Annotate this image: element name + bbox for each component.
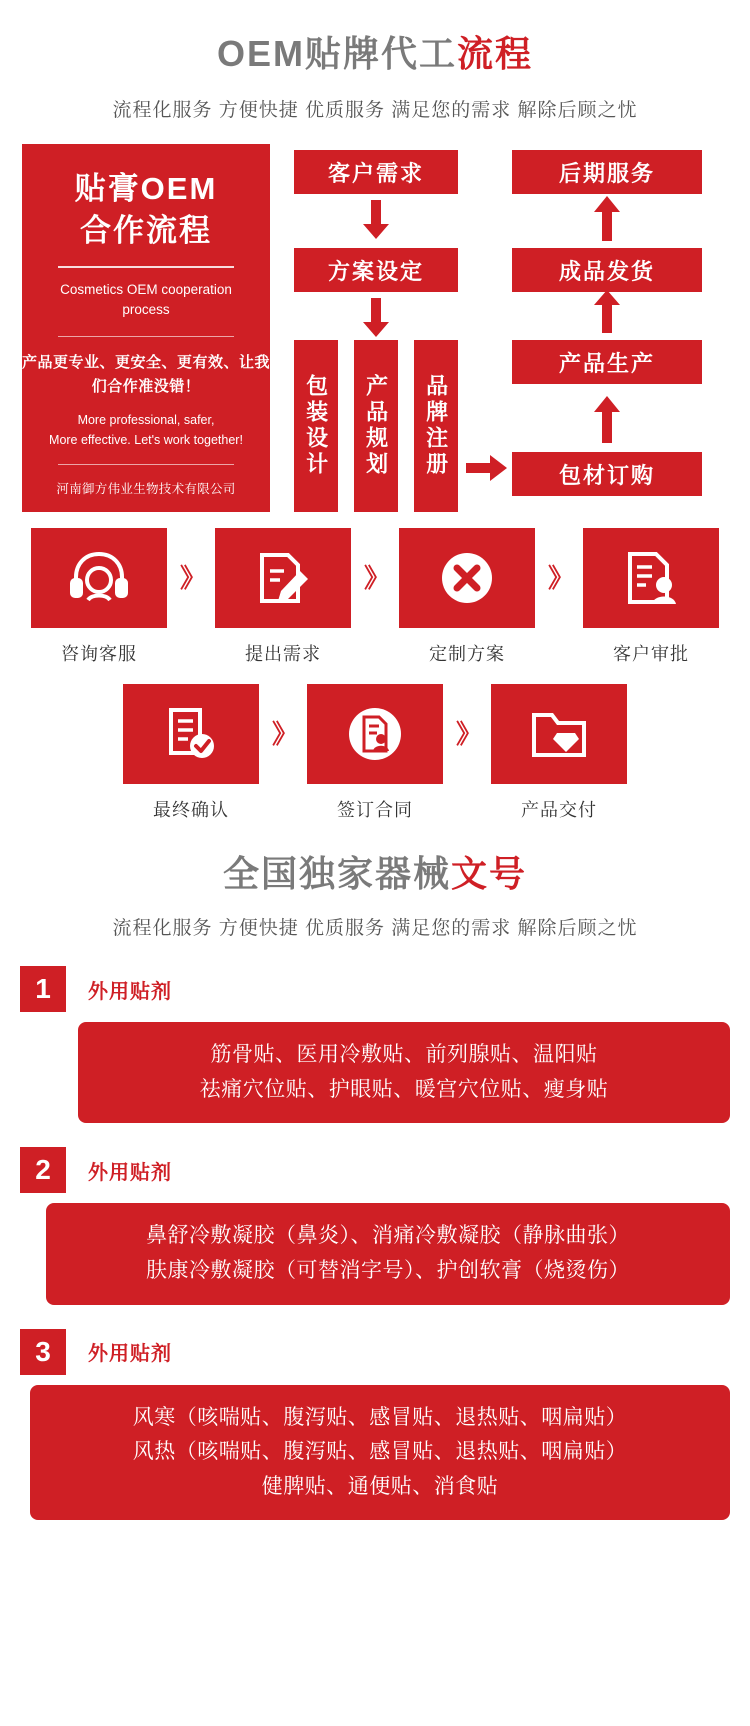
flow-box-brand-registration: 品牌注册: [414, 340, 458, 512]
list-item: [20, 966, 730, 1123]
item-line: 鼻舒冷敷凝胶（鼻炎）、消痛冷敷凝胶（静脉曲张）: [146, 1224, 630, 1248]
step-label: 产品交付: [521, 800, 597, 820]
section1-title: [0, 0, 750, 77]
chevron-right-double-icon: 》: [179, 563, 202, 593]
flow-box-material-order: 包材订购: [512, 452, 702, 496]
chevron-right-double-icon: 》: [547, 563, 570, 593]
flow-box-product-production: 产品生产: [512, 340, 702, 384]
close-circle-icon: [399, 528, 535, 628]
document-check-icon: [123, 684, 259, 784]
step-label: 最终确认: [153, 800, 229, 820]
section2-subtitle: 流程化服务 方便快捷 优质服务 满足您的需求 解除后顾之忧: [112, 918, 638, 939]
item-number-badge: 2: [20, 1147, 66, 1193]
document-user-icon: [583, 528, 719, 628]
icon-steps-row-2: [0, 684, 750, 822]
flow-box-product-planning: 产品规划: [354, 340, 398, 512]
flow-box-finished-shipment: 成品发货: [512, 248, 702, 292]
item-category: 外用贴剂: [88, 980, 172, 1003]
step-label: 咨询客服: [61, 644, 137, 664]
step-customer-approval: [571, 528, 731, 666]
item-category: 外用贴剂: [88, 1161, 172, 1184]
step-consult: [19, 528, 179, 666]
item-content: [30, 1385, 730, 1521]
step-delivery: [479, 684, 639, 822]
item-line: 筋骨贴、医用冷敷贴、前列腺贴、温阳贴: [210, 1043, 598, 1066]
step-custom-plan: [387, 528, 547, 666]
item-content: [46, 1203, 730, 1304]
section2-title-plain: 全国独家器械: [222, 853, 451, 894]
edit-document-icon: [215, 528, 351, 628]
arrow-down-icon: [362, 200, 390, 240]
step-label: 客户审批: [613, 644, 689, 664]
left-card-english2: More professional, safer,: [77, 413, 215, 428]
flow-box-plan-setting: 方案设定: [294, 248, 458, 292]
section1-subtitle: 流程化服务 方便快捷 优质服务 满足您的需求 解除后顾之忧: [112, 100, 638, 121]
divider: [58, 266, 234, 268]
flow-box-customer-demand: 客户需求: [294, 150, 458, 194]
section2-title-highlight: 文号: [451, 853, 528, 894]
item-number-badge: 1: [20, 966, 66, 1012]
step-sign-contract: [295, 684, 455, 822]
step-final-confirm: [111, 684, 271, 822]
process-icon-steps: [0, 528, 750, 822]
step-label: 定制方案: [429, 644, 505, 664]
item-line: 健脾贴、通便贴、消食贴: [261, 1474, 499, 1498]
divider: [58, 336, 234, 337]
section1-title-highlight: 流程: [457, 33, 534, 74]
left-card-points: 产品更专业、更安全、更有效、让我们合作准没错！: [22, 354, 271, 396]
item-number-badge: 3: [20, 1329, 66, 1375]
arrow-down-icon: [362, 298, 390, 338]
item-line: 肤康冷敷凝胶（可替消字号）、护创软膏（烧烫伤）: [146, 1258, 630, 1282]
left-card-english1: Cosmetics OEM cooperation process: [60, 281, 232, 317]
flow-box-after-service: 后期服务: [512, 150, 702, 194]
flow-diagram: [22, 144, 728, 514]
flow-box-package-design: 包装设计: [294, 340, 338, 512]
item-line: 风热（咳喘贴、腹泻贴、感冒贴、退热贴、咽扁贴）: [132, 1440, 628, 1464]
arrow-up-icon: [593, 196, 621, 242]
step-request: [203, 528, 363, 666]
chevron-right-double-icon: 》: [363, 563, 386, 593]
section2-title: [0, 822, 750, 897]
flow-left-card: [22, 144, 270, 512]
left-card-line1: 贴膏OEM: [74, 171, 218, 206]
item-content: [78, 1022, 730, 1123]
item-line: 风寒（咳喘贴、腹泻贴、感冒贴、退热贴、咽扁贴）: [132, 1405, 628, 1429]
chevron-right-double-icon: 》: [271, 719, 294, 749]
item-header: [20, 1329, 730, 1375]
left-card-company: 河南御方伟业生物技术有限公司: [56, 481, 236, 496]
arrow-up-icon: [593, 396, 621, 444]
chevron-right-double-icon: 》: [455, 719, 478, 749]
item-category: 外用贴剂: [88, 1343, 172, 1366]
contract-sign-icon: [307, 684, 443, 784]
item-header: [20, 1147, 730, 1193]
divider: [58, 464, 234, 465]
left-card-line2: 合作流程: [80, 212, 212, 248]
icon-steps-row-1: [0, 528, 750, 666]
section1-title-plain: OEM贴牌代工: [216, 33, 457, 74]
item-line: 祛痛穴位贴、护眼贴、暖宫穴位贴、瘦身贴: [199, 1077, 609, 1101]
headset-icon: [31, 528, 167, 628]
step-label: 提出需求: [245, 644, 321, 664]
list-item: [20, 1329, 730, 1521]
arrow-up-icon: [593, 290, 621, 334]
step-label: 签订合同: [337, 800, 413, 820]
list-item: [20, 1147, 730, 1304]
arrow-right-icon: [466, 454, 508, 482]
folder-diamond-icon: [491, 684, 627, 784]
left-card-english3: More effective. Let's work together!: [49, 432, 243, 447]
item-header: [20, 966, 730, 1012]
